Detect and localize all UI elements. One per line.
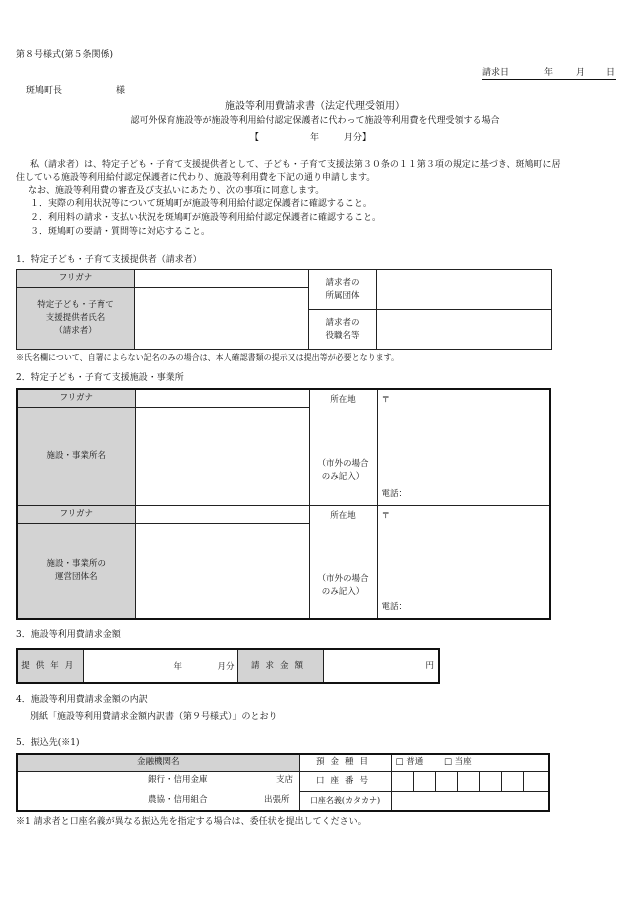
s2-operator-input[interactable] bbox=[135, 523, 309, 619]
s5-current-checkbox[interactable]: □ 当座 bbox=[443, 757, 472, 768]
s5-account-digit-4[interactable] bbox=[457, 771, 479, 791]
request-date-label: 請求日 bbox=[482, 68, 510, 78]
s2-furigana-input[interactable] bbox=[135, 389, 309, 407]
s3-amount-input[interactable] bbox=[323, 649, 439, 683]
section1-table bbox=[16, 269, 552, 350]
s3-year: 年 bbox=[173, 662, 183, 672]
section5-table bbox=[16, 753, 550, 812]
s2-facility-input[interactable] bbox=[135, 407, 309, 505]
s5-ordinary-checkbox[interactable]: □ 普通 bbox=[395, 757, 424, 768]
section1-note: ※氏名欄について、自署によらない記名のみの場合は、本人確認書類の提示又は提出等が必要となります。 bbox=[16, 353, 400, 362]
date-year: 年 bbox=[544, 68, 554, 78]
s5-account-digit-5[interactable] bbox=[479, 771, 501, 791]
addressee: 斑鳩町長 bbox=[26, 86, 63, 96]
section4-heading: 4．施設等利用費請求金額の内訳 bbox=[16, 695, 148, 705]
s2-operator-address-label: 所在地 （市外の場合 のみ記入） bbox=[309, 505, 377, 619]
s5-bank-type-1: 銀行・信用金庫 bbox=[148, 774, 208, 785]
s2-address-label: 所在地 （市外の場合 のみ記入） bbox=[309, 389, 377, 505]
s5-account-name-input[interactable] bbox=[391, 791, 549, 811]
s5-deposit-type-label: 預金種目 bbox=[299, 754, 391, 771]
period-year: 年 bbox=[310, 133, 320, 143]
section3-heading: 3．施設等利用費請求金額 bbox=[16, 630, 121, 640]
s5-account-digit-7[interactable] bbox=[523, 771, 549, 791]
s2-phone-label: 電話： bbox=[381, 488, 408, 499]
period-open: 【 bbox=[250, 133, 260, 143]
s3-period-label: 提供年月 bbox=[17, 649, 83, 683]
s2-operator-furigana-input[interactable] bbox=[135, 505, 309, 523]
document-subtitle: 認可外保育施設等が施設等利用給付認定保護者に代わって施設等利用費を代理受領する場合 bbox=[130, 116, 500, 126]
consent-item-2: ２．利用料の請求・支払い状況を斑鳩町が施設等利用給付認定保護者に確認すること。 bbox=[30, 213, 382, 223]
s2-operator-phone-label: 電話： bbox=[381, 602, 408, 613]
s1-furigana-input[interactable] bbox=[135, 270, 309, 288]
intro-line-1: 私（請求者）は、特定子ども・子育て支援提供者として、子ども・子育て支援法第３０条の１１第３項の規定に基づき、斑鳩町に居 bbox=[30, 160, 561, 170]
date-day: 日 bbox=[606, 68, 616, 78]
s2-operator-address-input[interactable] bbox=[377, 505, 550, 619]
s2-operator-furigana-label: フリガナ bbox=[17, 505, 135, 523]
section2-heading: 2．特定子ども・子育て支援施設・事業所 bbox=[16, 373, 184, 383]
consent-item-1: １．実際の利用状況等について斑鳩町が施設等利用給付認定保護者に確認すること。 bbox=[30, 199, 372, 209]
date-month: 月 bbox=[576, 68, 586, 78]
section4-text: 別紙「施設等利用費請求金額内訳書（第９号様式）」のとおり bbox=[30, 712, 278, 722]
section3-table bbox=[16, 648, 440, 684]
s2-postal-mark: 〒 bbox=[381, 395, 391, 405]
s3-month: 月分 bbox=[217, 662, 235, 672]
s5-branch: 支店 bbox=[276, 774, 294, 785]
section1-heading: 1．特定子ども・子育て支援提供者（請求者） bbox=[16, 255, 202, 265]
intro-line-3: なお、施設等利用費の審査及び支払いにあたり、次の事項に同意します。 bbox=[28, 186, 325, 196]
section5-note: ※1 請求者と口座名義が異なる振込先を指定する場合は、委任状を提出してください。 bbox=[16, 817, 367, 827]
s2-operator-label: 施設・事業所の 運営団体名 bbox=[17, 523, 135, 619]
s5-deposit-type-options bbox=[391, 754, 549, 771]
s1-title-input[interactable] bbox=[377, 310, 552, 350]
s5-account-digit-6[interactable] bbox=[501, 771, 523, 791]
intro-line-2: 住している施設等利用給付認定保護者に代わり、施設等利用費を下記の通り申請します。 bbox=[16, 173, 376, 183]
s5-bank-label: 金融機関名 bbox=[17, 754, 299, 771]
request-date bbox=[482, 68, 616, 80]
s5-bank-type-2: 農協・信用組合 bbox=[148, 794, 208, 805]
s1-org-label: 請求者の 所属団体 bbox=[309, 270, 377, 310]
form-number: 第８号様式(第５条関係) bbox=[16, 50, 114, 60]
s5-account-number-label: 口座番号 bbox=[299, 771, 391, 791]
s5-account-digit-3[interactable] bbox=[435, 771, 457, 791]
billing-period bbox=[250, 133, 390, 144]
s5-office: 出張所 bbox=[264, 794, 290, 805]
s1-name-input[interactable] bbox=[135, 288, 309, 350]
s5-account-digit-1[interactable] bbox=[391, 771, 413, 791]
consent-item-3: ３．斑鳩町の要請・質問等に対応すること。 bbox=[30, 227, 211, 237]
s5-account-name-label: 口座名義(カタカナ) bbox=[299, 791, 391, 811]
s3-yen: 円 bbox=[425, 660, 434, 671]
s2-furigana-label: フリガナ bbox=[17, 389, 135, 407]
s2-operator-postal-mark: 〒 bbox=[381, 510, 391, 521]
s3-amount-label: 請求金額 bbox=[237, 649, 323, 683]
document-title: 施設等利用費請求書（法定代理受領用） bbox=[225, 101, 405, 112]
s2-address-input[interactable] bbox=[377, 389, 550, 505]
addressee-suffix: 様 bbox=[116, 86, 126, 96]
s1-title-label: 請求者の 役職名等 bbox=[309, 310, 377, 350]
s1-org-input[interactable] bbox=[377, 270, 552, 310]
period-month: 月分】 bbox=[344, 133, 372, 143]
s5-bank-input[interactable] bbox=[17, 771, 299, 811]
s1-furigana-label: フリガナ bbox=[17, 270, 135, 288]
section5-heading: 5．振込先(※1) bbox=[16, 738, 80, 748]
s1-name-label: 特定子ども・子育て 支援提供者氏名 （請求者） bbox=[17, 288, 135, 350]
s2-facility-label: 施設・事業所名 bbox=[17, 407, 135, 505]
s5-account-digit-2[interactable] bbox=[413, 771, 435, 791]
section2-table bbox=[16, 388, 551, 620]
s3-period-input[interactable] bbox=[83, 649, 237, 683]
